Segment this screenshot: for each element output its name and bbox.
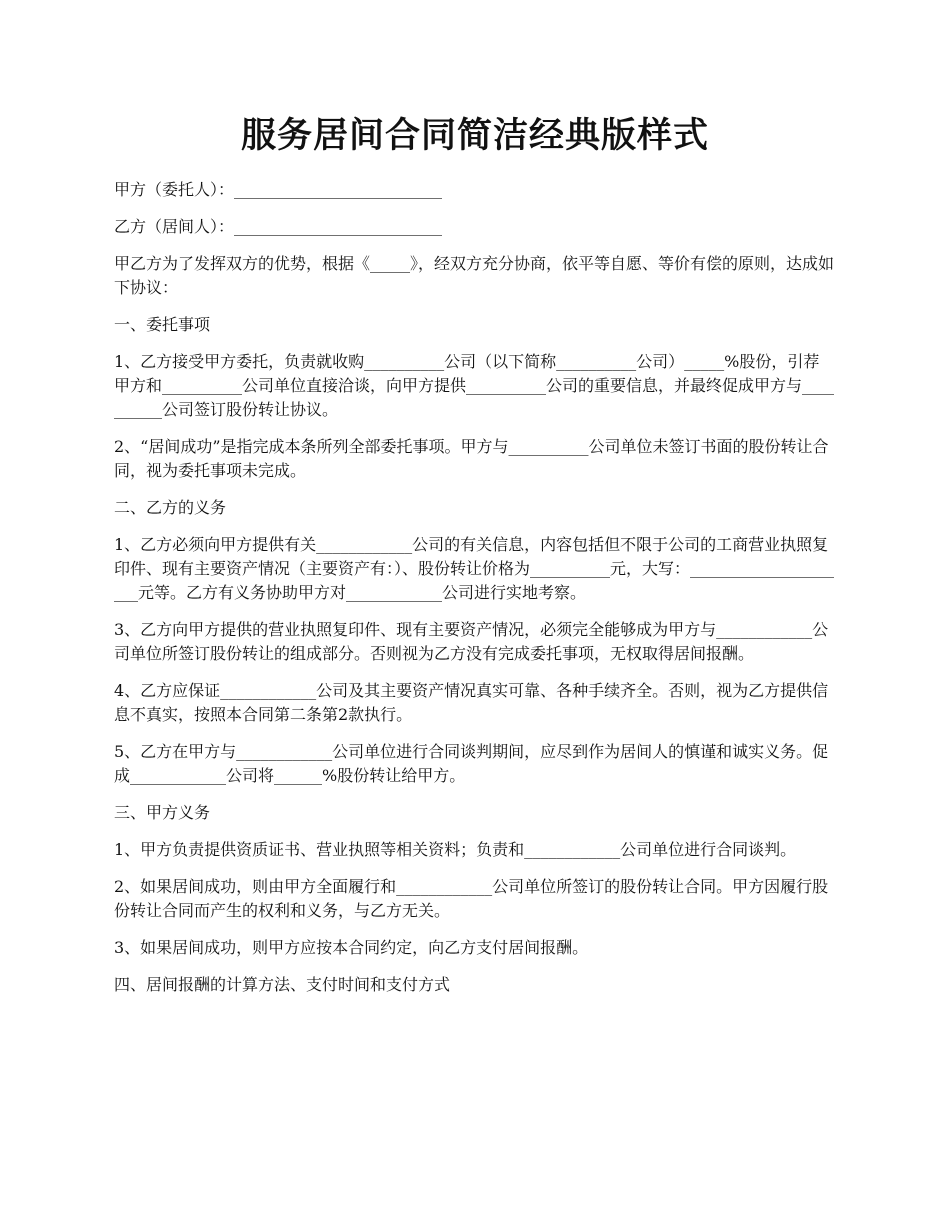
clause-2-4: 4、乙方应保证____________公司及其主要资产情况真实可靠、各种手续齐全。否则，视为乙方提供信息不真实，按照本合同第二条第2款执行。 (114, 681, 829, 724)
section-heading-2: 二、乙方的义务 (114, 498, 227, 517)
clause-2-3: 3、乙方向甲方提供的营业执照复印件、现有主要资产情况，必须完全能够成为甲方与____________公司单位所签订股份转让的组成部分。否则视为乙方没有完成委托事项，无权取得居间报酬。 (114, 620, 829, 663)
clause-3-3: 3、如果居间成功，则甲方应按本合同约定，向乙方支付居间报酬。 (114, 938, 589, 957)
clause-2-1: 1、乙方必须向甲方提供有关____________公司的有关信息，内容包括但不限于公司的工商营业执照复印件、现有主要资产情况（主要资产有：）、股份转让价格为__________元，大写：_____________________元等。乙方有义务协助甲方对____________公司进行实地考察。 (114, 535, 835, 602)
clause-2-5: 5、乙方在甲方与____________公司单位进行合同谈判期间，应尽到作为居间人的慎谨和诚实义务。促成____________公司将______%股份转让给甲方。 (114, 742, 829, 785)
clause-3-2: 2、如果居间成功，则由甲方全面履行和____________公司单位所签订的股份转让合同。甲方因履行股份转让合同而产生的权利和义务，与乙方无关。 (114, 877, 829, 920)
clause-1-2: 2、“居间成功”是指完成本条所列全部委托事项。甲方与__________公司单位未签订书面的股份转让合同，视为委托事项未完成。 (114, 437, 829, 480)
party-b-line: 乙方（居间人）：__________________________ (114, 217, 443, 236)
document-body (114, 178, 834, 1010)
section-heading-3: 三、甲方义务 (114, 803, 211, 822)
clause-1-1: 1、乙方接受甲方委托，负责就收购__________公司（以下简称__________公司）_____%股份，引荐甲方和__________公司单位直接洽谈，向甲方提供__________公司的重要信息，并最终促成甲方与__________公司签订股份转让协议。 (114, 352, 835, 419)
document-title: 服务居间合同简洁经典版样式 (240, 116, 709, 156)
section-heading-4: 四、居间报酬的计算方法、支付时间和支付方式 (114, 975, 451, 994)
clause-3-1: 1、甲方负责提供资质证书、营业执照等相关资料；负责和____________公司单位进行合同谈判。 (114, 840, 797, 859)
preamble-paragraph: 甲乙方为了发挥双方的优势，根据《_____》，经双方充分协商，依平等自愿、等价有偿的原则，达成如下协议： (114, 254, 835, 297)
party-a-line: 甲方（委托人）：__________________________ (114, 180, 443, 199)
section-heading-1: 一、委托事项 (114, 315, 211, 334)
